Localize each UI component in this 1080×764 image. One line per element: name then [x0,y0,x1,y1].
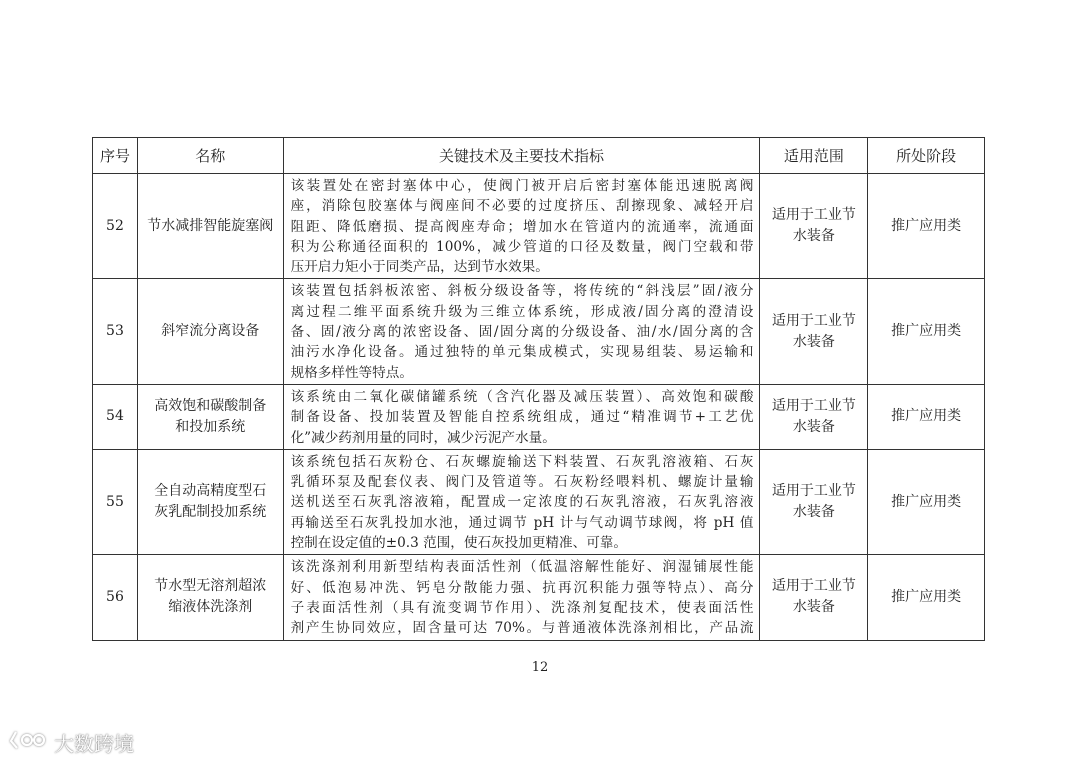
item-name [137,279,283,384]
scope-line: 水装备 [792,228,835,245]
watermark [8,728,134,757]
item-description [283,384,760,449]
table-row [93,384,985,449]
page-number: 12 [531,660,549,675]
description-line: 该系统包括石灰粉仓、石灰螺旋输送下料装置、石灰乳溶液箱、石灰 [290,453,754,470]
watermark-text: 大数跨境 [54,732,134,756]
stage: 推广应用类 [868,384,985,449]
scope-line: 适用于工业节 [771,397,856,414]
watermark-logo-icon [8,729,48,756]
application-scope [760,174,868,279]
item-name-line: 灰乳配制投加系统 [154,504,267,521]
technology-table [92,137,985,641]
table-row [93,174,985,279]
scope-line: 适用于工业节 [771,483,856,500]
row-number: 53 [93,279,138,384]
scope-line: 水装备 [792,418,835,435]
item-description [283,555,760,640]
description-line: 化”减少药剂用量的同时，减少污泥产水量。 [290,429,556,446]
description-line: 座，消除包胶塞体与阀座间不必要的过度挤压、刮擦现象、减轻开启 [290,198,754,215]
description-line: 好、低泡易冲洗、钙皂分散能力强、抗再沉积能力强等特点）、高分 [290,579,754,596]
description-line: 该系统由二氧化碳储罐系统（含汽化器及减压装置）、高效饱和碳酸 [290,388,754,405]
description-line: 该装置包括斜板浓密、斜板分级设备等，将传统的“斜浅层”固/液分 [290,283,754,300]
item-description [283,174,760,279]
item-name-line: 全自动高精度型石 [154,483,267,500]
description-line: 剂产生协同效应，固含量可达 70%。与普通液体洗涤剂相比，产品流 [290,620,754,637]
item-name [137,174,283,279]
description-line: 子表面活性剂（具有流变调节作用）、洗涤剂复配技术，使表面活性 [290,599,754,616]
stage: 推广应用类 [868,449,985,554]
item-name-line: 节水减排智能旋塞阀 [147,217,274,234]
item-name-line: 斜窄流分离设备 [161,323,260,340]
description-line: 制备设备、投加装置及智能自控系统组成，通过“精准调节+工艺优 [290,409,754,426]
scope-line: 适用于工业节 [771,312,856,329]
description-line: 阻距、降低磨损、提高阀座寿命；增加水在管道内的流通率，流通面 [290,218,754,235]
description-line: 油污水净化设备。通过独特的单元集成模式，实现易组装、易运输和 [290,344,754,361]
scope-line: 水装备 [792,599,835,616]
item-name-line: 和投加系统 [175,418,246,435]
item-name [137,555,283,640]
description-line: 控制在设定值的±0.3 范围，使石灰投加更精准、可靠。 [290,535,627,552]
scope-line: 水装备 [792,504,835,521]
row-number: 54 [93,384,138,449]
column-header: 关键技术及主要技术指标 [283,138,760,174]
description-line: 规格多样性等特点。 [290,364,413,381]
application-scope [760,384,868,449]
description-line: 再输送至石灰乳投加水池，通过调节 pH 计与气动调节球阀，将 pH 值 [290,514,754,531]
item-name-line: 节水型无溶剂超浓 [154,578,267,595]
description-line: 该装置处在密封塞体中心，使阀门被开启后密封塞体能迅速脱离阀 [290,178,754,194]
row-number: 52 [93,174,138,279]
item-name-line: 缩液体洗涤剂 [168,599,253,616]
column-header: 序号 [93,138,138,174]
item-description [283,279,760,384]
description-line: 送机送至石灰乳溶液箱，配置成一定浓度的石灰乳溶液，石灰乳溶液 [290,494,754,511]
column-header: 名称 [137,138,283,174]
scope-line: 适用于工业节 [771,578,856,595]
row-number: 55 [93,449,138,554]
scope-line: 水装备 [792,333,835,350]
table-row [93,449,985,554]
stage: 推广应用类 [868,279,985,384]
description-line: 积为公称通径面积的 100%，减少管道的口径及数量，阀门空载和带 [290,238,754,255]
description-line: 该洗涤剂利用新型结构表面活性剂（低温溶解性能好、润湿铺展性能 [290,559,754,576]
stage: 推广应用类 [868,555,985,640]
table-row [93,555,985,640]
column-header: 所处阶段 [868,138,985,174]
application-scope [760,555,868,640]
application-scope [760,279,868,384]
item-name [137,384,283,449]
table-header-row [93,138,985,174]
table-row [93,279,985,384]
stage: 推广应用类 [868,174,985,279]
description-line: 离过程二维平面系统升级为三维立体系统，形成液/固分离的澄清设 [290,303,754,320]
column-header: 适用范围 [760,138,868,174]
item-description [283,449,760,554]
description-line: 备、固/液分离的浓密设备、固/固分离的分级设备、油/水/固分离的含 [290,324,754,341]
application-scope [760,449,868,554]
description-line: 乳循环泵及配套仪表、阀门及管道等。石灰粉经喂料机、螺旋计量输 [290,474,754,491]
item-name [137,449,283,554]
item-name-line: 高效饱和碳酸制备 [154,397,267,414]
scope-line: 适用于工业节 [771,207,856,224]
row-number: 56 [93,555,138,640]
description-line: 压开启力矩小于同类产品，达到节水效果。 [290,259,549,276]
